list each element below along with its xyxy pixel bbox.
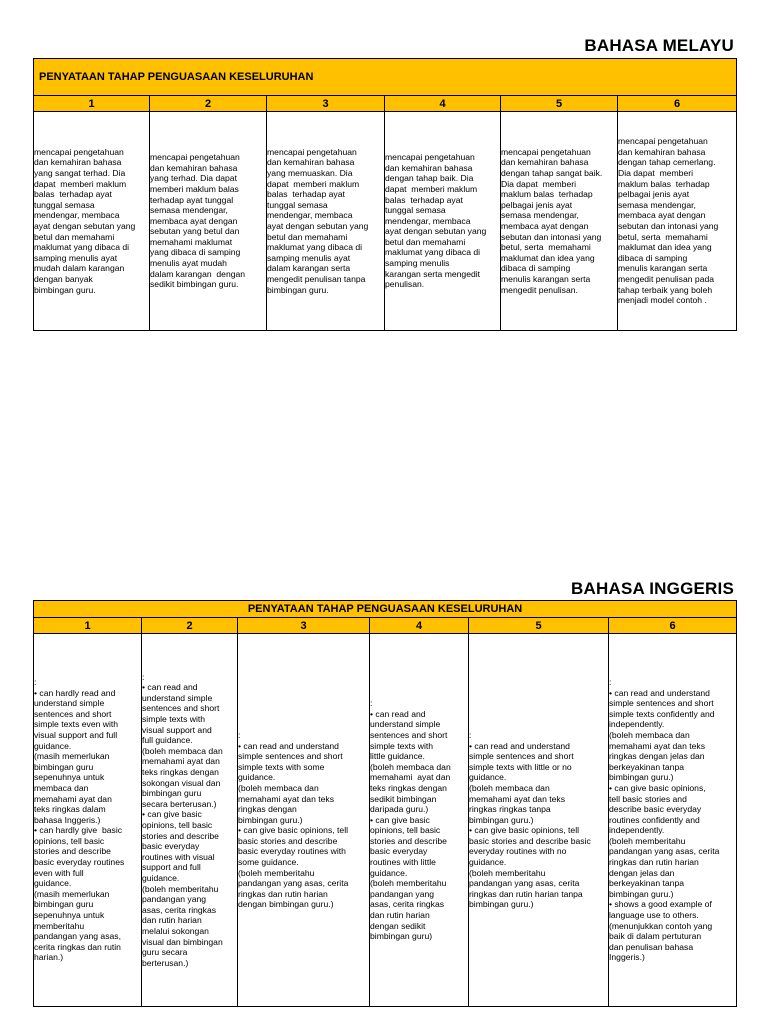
section-title-bahasa-melayu: BAHASA MELAYU	[584, 36, 734, 55]
level-number: 2	[142, 618, 238, 634]
table-header-row	[34, 59, 737, 96]
section-title-bahasa-inggeris: BAHASA INGGERIS	[571, 579, 734, 598]
level-descriptor: : • can read and understand simple sentences and short simple texts with little or no guidance. (boleh membaca dan memahami ayat dan teks ringkas ringkas tanpa bimbingan guru.) • can give basic opinions, tell basic stories and describe basic everyday routines with no guidance. (boleh memberitahu pandangan yang asas, cerita ringkas dan rutin harian tanpa bimbingan guru.)	[469, 634, 609, 1007]
level-descriptor: mencapai pengetahuan dan kemahiran bahasa yang memuaskan. Dia dapat memberi maklum balas terhadap ayat tunggal semasa mendengar, membaca ayat dengan sebutan yang betul dan memahami maklumat yang dibaca di samping menulis ayat dalam karangan serta mengedit penulisan tanpa bimbingan guru.	[267, 112, 385, 331]
level-descriptor: : • can read and understand simple sentences and short simple texts confidently and independently. (boleh membaca dan memahami ayat dan teks ringkas dengan jelas dan berkeyakinan tanpa bimbingan guru.) • can give basic opinions, tell basic stories and describe basic everyday routines confidently and independently. (boleh memberitahu pandangan yang asas, cerita ringkas dan rutin harian dengan jelas dan berkeyakinan tanpa bimbingan guru.) • shows a good example of language use to others. (menunjukkan contoh yang baik di dalam pertuturan dan penulisan bahasa Inggeris.)	[609, 634, 737, 1007]
level-number: 6	[609, 618, 737, 634]
level-descriptor: : • can read and understand simple sentences and short simple texts with little guidance. (boleh membaca dan memahami ayat dan teks ringkas dengan sedikit bimbingan daripada guru.) • can give basic opinions, tell basic stories and describe basic everyday routines with little guidance. (boleh memberitahu pandangan yang asas, cerita ringkas dan rutin harian dengan sedikit bimbingan guru)	[370, 634, 469, 1007]
level-descriptor: mencapai pengetahuan dan kemahiran bahasa dengan tahap baik. Dia dapat memberi maklum balas terhadap ayat tunggal semasa mendengar, membaca ayat dengan sebutan yang betul dan memahami maklumat yang dibaca di samping menulis karangan serta mengedit penulisan.	[385, 112, 501, 331]
bahasa-inggeris-rubric-table	[33, 600, 737, 1007]
level-descriptor: mencapai pengetahuan dan kemahiran bahasa yang sangat terhad. Dia dapat memberi maklum balas terhadap ayat tunggal semasa mendengar, membaca ayat dengan sebutan yang betul dan memahami maklumat yang dibaca di samping menulis ayat mudah dalam karangan dengan banyak bimbingan guru.	[34, 112, 150, 331]
table-header: PENYATAAN TAHAP PENGUASAAN KESELURUHAN	[34, 601, 737, 618]
level-number-row	[34, 618, 737, 634]
level-number: 6	[618, 96, 737, 112]
level-number: 4	[385, 96, 501, 112]
level-descriptor: mencapai pengetahuan dan kemahiran bahasa yang terhad. Dia dapat memberi maklum balas terhadap ayat tunggal semasa mendengar, membaca ayat dengan sebutan yang betul dan memahami maklumat yang dibaca di samping menulis ayat mudah dalam karangan dengan sedikit bimbingan guru.	[150, 112, 267, 331]
level-number: 4	[370, 618, 469, 634]
table-header: PENYATAAN TAHAP PENGUASAAN KESELURUHAN	[34, 59, 737, 96]
level-number: 3	[238, 618, 370, 634]
level-number-row	[34, 96, 737, 112]
level-number: 5	[501, 96, 618, 112]
bahasa-melayu-rubric-table	[33, 58, 737, 331]
level-descriptor: : • can read and understand simple sentences and short simple texts with some guidance. (boleh membaca dan memahami ayat dan teks ringkas dengan bimbingan guru.) • can give basic opinions, tell basic stories and describe basic everyday routines with some guidance. (boleh memberitahu pandangan yang asas, cerita ringkas dan rutin harian dengan bimbingan guru.)	[238, 634, 370, 1007]
level-descriptor: : • can hardly read and understand simple sentences and short simple texts even with visual support and full guidance. (masih memerlukan bimbingan guru sepenuhnya untuk membaca dan memahami ayat dan teks ringkas dalam bahasa Inggeris.) • can hardly give basic opinions, tell basic stories and describe basic everyday routines even with full guidance. (masih memerlukan bimbingan guru sepenuhnya untuk memberitahu pandangan yang asas, cerita ringkas dan rutin harian.)	[34, 634, 142, 1007]
descriptor-row	[34, 634, 737, 1007]
level-number: 5	[469, 618, 609, 634]
table-header-row	[34, 601, 737, 618]
level-descriptor: : • can read and understand simple sentences and short simple texts with visual support and full guidance. (boleh membaca dan memahami ayat dan teks ringkas dengan sokongan visual dan bimbingan guru secara berterusan.) • can give basic opinions, tell basic stories and describe basic everyday routines with visual support and full guidance. (boleh memberitahu pandangan yang asas, cerita ringkas dan rutin harian melalui sokongan visual dan bimbingan guru secara berterusan.)	[142, 634, 238, 1007]
level-number: 2	[150, 96, 267, 112]
level-number: 3	[267, 96, 385, 112]
level-descriptor: mencapai pengetahuan dan kemahiran bahasa dengan tahap sangat baik. Dia dapat memberi maklum balas terhadap pelbagai jenis ayat semasa mendengar, membaca ayat dengan sebutan dan intonasi yang betul, serta memahami maklumat dan idea yang dibaca di samping menulis karangan serta mengedit penulisan.	[501, 112, 618, 331]
level-number: 1	[34, 96, 150, 112]
descriptor-row	[34, 112, 737, 331]
level-number: 1	[34, 618, 142, 634]
level-descriptor: mencapai pengetahuan dan kemahiran bahasa dengan tahap cemerlang. Dia dapat memberi maklum balas terhadap pelbagai jenis ayat semasa mendengar, membaca ayat dengan sebutan dan intonasi yang betul, serta memahami maklumat dan idea yang dibaca di samping menulis karangan serta mengedit penulisan pada tahap terbaik yang boleh menjadi model contoh .	[618, 112, 737, 331]
